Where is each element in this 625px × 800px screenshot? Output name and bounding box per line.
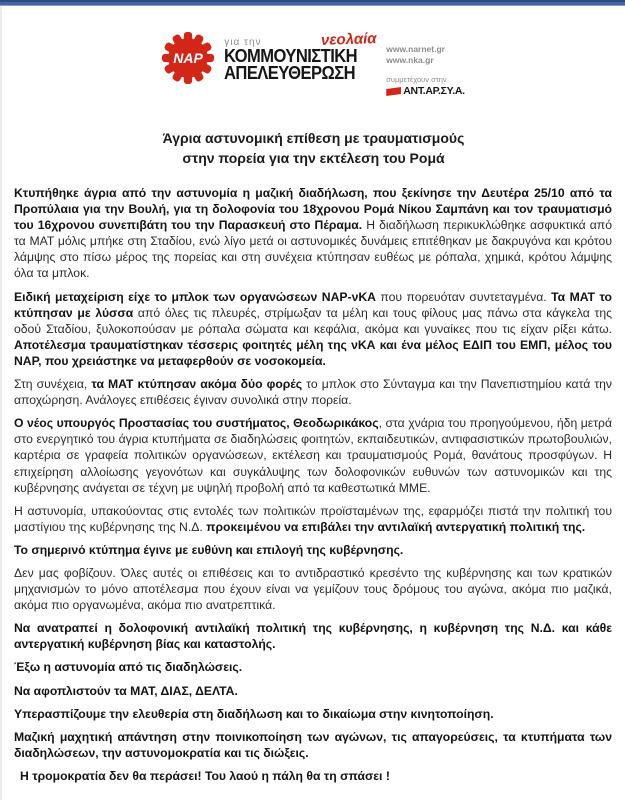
document-body <box>2 185 625 784</box>
antarsya-flag-icon <box>386 87 401 96</box>
org-name-line2: ΑΠΕΛΕΥΘΕΡΩΣΗ <box>224 63 356 83</box>
paragraph: Η αστυνομία, υπακούοντας στις εντολές των πολιτικών προϊσταμένων της, εφαρμόζει πιστά την πολιτική του μαστίγιου της κυβέρνησης της Ν.Δ. προκειμένου να επιβάλει την αντιλαϊκή αντεργατική πολιτική της. <box>14 503 612 534</box>
nar-acronym: ΝΑΡ <box>173 50 204 67</box>
paragraph: Στη συνέχεια, τα ΜΑΤ κτύπησαν ακόμα δύο φορές το μπλοκ στο Σύνταγμα και την Πανεπιστημίου κατά την αποχώρηση. Ανάλογες επιθέσεις έγιναν συνολικά στην πορεία. <box>14 377 613 408</box>
title-line-1: Άγρια αστυνομική επίθεση με τραυματισμούς <box>162 130 465 146</box>
antarsya-label: ΑΝΤ.ΑΡ.ΣΥ.Α. <box>403 85 465 97</box>
organization-name <box>224 30 376 82</box>
document-title <box>2 128 625 168</box>
paragraph: Η τρομοκρατία δεν θα περάσει! Του λαού η πάλη θα τη σπάσει ! <box>20 768 390 783</box>
paragraph: Ο νέος υπουργός Προστασίας του συστήματος, Θεοδωρικάκος, στα χνάρια του προηγούμενου, ήδη μετρά στο ενεργητικό του άγρια κτυπήματα σε διαδηλώσεις φοιτητών, εκπαιδευτικών, αντιφασιστικών πρωτοβουλιών, καρτέρια σε γραφεία πολιτικών οργανώσεων, εκτέλεση και τραυματισμούς Ρομά, θανάτους προσφύγων. Η επιχείρηση αλλοίωσης γεγονότων και συγκάλυψης των δολοφονικών ευθυνών των αστυνομικών και της κυβέρνησης ανάγεται σε τέχνη με υψηλή προβολή από τα καθεστωτικά ΜΜΕ. <box>14 416 613 495</box>
paragraph: Το σημερινό κτύπημα έγινε με ευθύνη και επιλογή της κυβέρνησης. <box>14 542 404 557</box>
paragraph: Δεν μας φοβίζουν. Όλες αυτές οι επιθέσεις και το αντιδραστικό κρεσέντο της κυβέρνησης και των κρατικών μηχανισμών το μόνο αποτέλεσμα που έχουν είναι να γεμίζουν τους δρόμους του αγώνα, ακόμα πιο μαζικά, ακόμα πιο οργανωμένα, ακόμα πιο ανατρεπτικά. <box>14 565 612 613</box>
org-name-line1: ΚΟΜΜΟΥΝΙΣΤΙΚΗ <box>224 46 358 66</box>
paragraph: Μαζική μαχητική απάντηση στην ποινικοποίηση των αγώνων, τις απαγορεύσεις, τα κτυπήματα των διαδηλώσεων, την αστυνομοκρατία και τις διώξεις. <box>14 729 612 760</box>
logo-youth-label: νεολαία <box>320 30 377 49</box>
paragraph: Έξω η αστυνομία από τις διαδηλώσεις. <box>14 660 243 675</box>
nka-url: www.nka.gr <box>386 55 434 65</box>
organization-header <box>2 30 625 106</box>
logo-pretext: για την <box>224 37 262 48</box>
participate-label: συμμετέχουν στην <box>386 75 447 84</box>
paragraph: Ειδική μεταχείριση είχε το μπλοκ των οργανώσεων ΝΑΡ-νΚΑ που πορευόταν συντεταγμένα. Τα ΜΑΤ το κτύπησαν με λύσσα από όλες τις πλευρές, στρίμωξαν τα μέλη και τους φίλους μας πάνω στα κάγκελα της οδού Σταδίου, ξυλοκοπούσαν με ρόπαλα σώματα και κεφάλια, ακόμα και γυναίκες που τις είχαν ρίξει κάτω. Αποτέλεσμα τραυματίστηκαν τέσσερις φοιτητές μέλη της νΚΑ και ένα μέλος ΕΔΙΠ του ΕΜΠ, μέλος του ΝΑΡ, που χρειάστηκε να μεταφερθούν σε νοσοκομεία. <box>14 289 612 368</box>
paragraph: Υπερασπίζουμε την ελευθερία στη διαδήλωση και το δικαίωμα στην κινητοποίηση. <box>14 706 494 721</box>
header-links-block <box>386 30 464 97</box>
paragraph: Κτυπήθηκε άγρια από την αστυνομία η μαζική διαδήλωση, που ξεκίνησε την Δευτέρα 25/10 από τα Προπύλαια για την Βουλή, για τη δολοφονία του 18χρονου Ρομά Νίκου Σαμπάνη και τον τραυματισμό του 16χρονου συνεπιβάτη του την Παρασκευή στο Πέραμα. Η διαδήλωση περικυκλώθηκε ασφυκτικά από τα ΜΑΤ μόλις μπήκε στη Σταδίου, ενώ λίγο μετά οι αστυνομικές δυνάμεις επιτέθηκαν με δακρυγόνα και κρότου λάμψης στο πίσω μέρος της πορείας και στη συνέχεια κτύπησαν ευθέως με ρόπαλα, χημικά, κρότου λάμψης όλα τα μπλοκ. <box>14 186 612 281</box>
nar-gear-logo-icon <box>162 30 214 86</box>
title-line-2: στην πορεία για την εκτέλεση του Ρομά <box>182 150 445 166</box>
narnet-url: www.narnet.gr <box>386 44 445 54</box>
paragraph: Να αφοπλιστούν τα ΜΑΤ, ΔΙΑΣ, ΔΕΛΤΑ. <box>14 683 238 698</box>
paragraph: Να ανατραπεί η δολοφονική αντιλαϊκή πολιτική της κυβέρνησης, η κυβέρνηση της Ν.Δ. και κάθε αντεργατική κυβέρνηση βίας και καταστολής. <box>14 621 612 652</box>
leaflet-page <box>0 6 625 800</box>
